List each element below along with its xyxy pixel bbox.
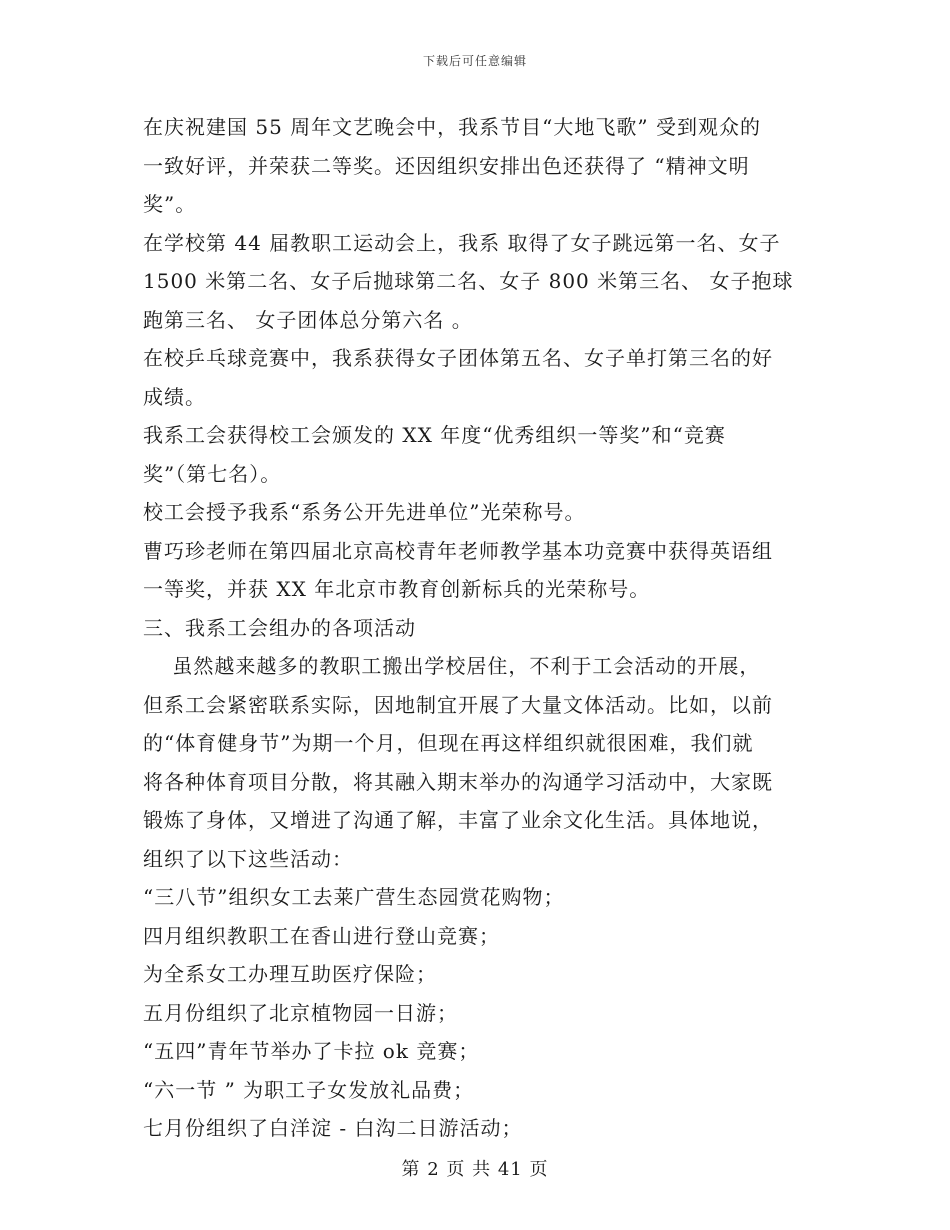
text-line: 锻炼了身体，又增进了沟通了解，丰富了业余文化生活。具体地说， [143, 808, 773, 832]
text-line: 我系工会获得校工会颁发的 XX 年度“优秀组织一等奖”和“竞赛 [143, 423, 726, 447]
activity-item: 四月组织教职工在香山进行登山竞赛； [143, 923, 500, 948]
text-line: 校工会授予我系“系务公开先进单位”光荣称号。 [143, 500, 586, 524]
text-line: 1500 米第二名、女子后抛球第二名、女子 800 米第三名、 女子抱球 [143, 269, 794, 293]
page-header: 下载后可任意编辑 [422, 54, 527, 68]
text-line: 曹巧珍老师在第四届北京高校青年老师教学基本功竞赛中获得英语组 [143, 538, 773, 563]
text-line: 成绩。 [143, 384, 206, 409]
page-footer: 第 2 页 共 41 页 [401, 1159, 549, 1180]
text-line: 在学校第 44 届教职工运动会上，我系 取得了女子跳远第一名、女子 [143, 230, 781, 255]
text-line: 但系工会紧密联系实际，因地制宜开展了大量文体活动。比如，以前 [143, 692, 773, 717]
document-body [143, 108, 808, 1148]
text-line: 组织了以下这些活动： [143, 846, 353, 871]
text-line: 的“体育健身节”为期一个月，但现在再这样组织就很困难，我们就 [143, 731, 754, 755]
text-line: 一致好评，并荣获二等奖。还因组织安排出色还获得了 “精神文明 [143, 153, 750, 178]
text-line: 奖”。 [143, 192, 197, 216]
activity-item: 五月份组织了北京植物园一日游； [143, 1000, 458, 1025]
text-line: 奖”（第七名）。 [143, 461, 282, 486]
text-line: 在庆祝建国 55 周年文艺晚会中，我系节目“大地飞歌” 受到观众的 [143, 115, 761, 139]
activity-item: “五四”青年节举办了卡拉 ok 竞赛； [143, 1039, 480, 1063]
text-line: 将各种体育项目分散，将其融入期末举办的沟通学习活动中，大家既 [143, 769, 773, 794]
activity-item: 七月份组织了白洋淀 - 白沟二日游活动； [143, 1116, 523, 1140]
activity-item: 为全系女工办理互助医疗保险； [143, 962, 437, 986]
text-line: 一等奖，并获 XX 年北京市教育创新标兵的光荣称号。 [143, 577, 651, 601]
text-line: 在校乒乓球竞赛中，我系获得女子团体第五名、女子单打第三名的好 [143, 346, 773, 370]
section-heading: 三、我系工会组办的各项活动 [143, 615, 416, 640]
activity-item: “三八节”组织女工去莱广营生态园赏花购物； [143, 885, 565, 909]
text-line: 跑第三名、 女子团体总分第六名 。 [143, 307, 473, 332]
text-line: 虽然越来越多的教职工搬出学校居住，不利于工会活动的开展， [143, 654, 761, 678]
activity-item: “六一节 ” 为职工子女发放礼品费； [143, 1077, 475, 1102]
